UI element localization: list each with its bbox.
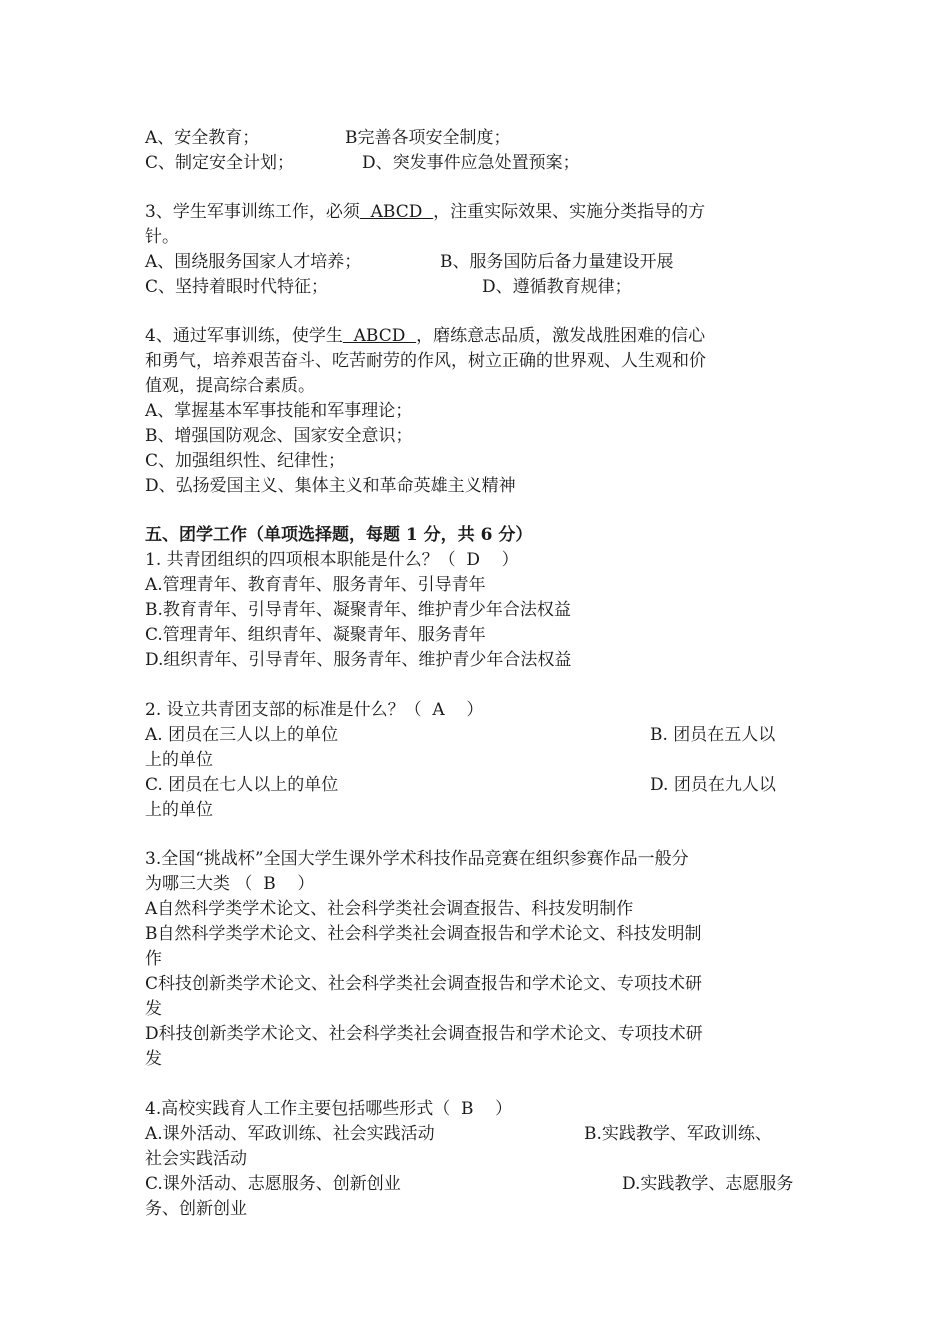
s5-question-3-option-b: B自然科学类学术论文、社会科学类社会调查报告和学术论文、科技发明制 [145,924,702,944]
s5-question-4-stem: 4.高校实践育人工作主要包括哪些形式（ B ） [145,1099,513,1119]
question-4-stem-line-2: 和勇气，培养艰苦奋斗、吃苦耐劳的作风，树立正确的世界观、人生观和价 [145,351,706,371]
s5-question-2-option-b: B. 团员在五人以 [650,725,776,745]
question-4-stem [145,324,705,348]
s5-question-1-option-d: D.组织青年、引导青年、服务青年、维护青少年合法权益 [145,650,572,670]
question-4-answer: ABCD [342,326,417,346]
s5-question-2-option-c: C. 团员在七人以上的单位 [145,775,339,795]
s5-question-2-stem: 2. 设立共青团支部的标准是什么？（ A ） [145,700,484,720]
s5-question-3-option-d: D科技创新类学术论文、社会科学类社会调查报告和学术论文、专项技术研 [145,1024,703,1044]
question-4-option-b: B、增强国防观念、国家安全意识； [145,426,413,446]
option-c-safety-plan: C、制定安全计划； [145,153,295,173]
s5-question-2-option-a: A. 团员在三人以上的单位 [145,725,339,745]
s5-question-4-option-b: B.实践教学、军政训练、 [584,1124,772,1144]
s5-question-3-option-a: A自然科学类学术论文、社会科学类社会调查报告、科技发明制作 [145,899,634,919]
section-5-heading: 五、团学工作（单项选择题，每题 1 分，共 6 分） [145,525,533,545]
question-3-option-b: B、服务国防后备力量建设开展 [440,252,674,272]
s5-question-1-option-a: A.管理青年、教育青年、服务青年、引导青年 [145,575,486,595]
question-3-stem-suffix: ，注重实际效果、实施分类指导的方 [433,202,706,222]
option-d-emergency-plan: D、突发事件应急处置预案； [362,153,580,173]
question-3-stem [145,200,705,224]
s5-question-3-option-b-continued: 作 [145,949,162,969]
option-a-safety-education: A、安全教育； [145,128,260,148]
question-3-stem-continued: 针。 [145,227,179,247]
s5-question-1-stem: 1. 共青团组织的四项根本职能是什么？（ D ） [145,550,519,570]
question-4-option-c: C、加强组织性、纪律性； [145,451,346,471]
option-b-safety-rules: B完善各项安全制度； [345,128,511,148]
s5-question-4-option-b-continued: 社会实践活动 [145,1149,247,1169]
question-4-stem-line-3: 值观，提高综合素质。 [145,376,315,396]
s5-question-4-option-c: C.课外活动、志愿服务、创新创业 [145,1174,401,1194]
question-4-option-d: D、弘扬爱国主义、集体主义和革命英雄主义精神 [145,476,516,496]
question-4-stem-suffix: ，磨练意志品质，激发战胜困难的信心 [416,326,706,346]
s5-question-3-option-c-continued: 发 [145,999,162,1019]
s5-question-2-option-b-continued: 上的单位 [145,750,213,770]
s5-question-3-stem-continued: 为哪三大类 （ B ） [145,874,315,894]
s5-question-3-option-c: C科技创新类学术论文、社会科学类社会调查报告和学术论文、专项技术研 [145,974,703,994]
question-3-option-a: A、围绕服务国家人才培养； [145,252,362,272]
s5-question-2-option-d-continued: 上的单位 [145,800,213,820]
s5-question-4-option-a: A.课外活动、军政训练、社会实践活动 [145,1124,435,1144]
question-3-stem-prefix: 3、学生军事训练工作，必须 [145,202,360,222]
s5-question-4-option-d: D.实践教学、志愿服务 [622,1174,794,1194]
s5-question-3-option-d-continued: 发 [145,1049,162,1069]
s5-question-1-option-c: C.管理青年、组织青年、凝聚青年、服务青年 [145,625,486,645]
s5-question-4-option-d-continued: 务、创新创业 [145,1199,247,1219]
question-3-option-c: C、坚持着眼时代特征； [145,277,329,297]
question-3-option-d: D、遵循教育规律； [482,277,632,297]
s5-question-3-stem: 3.全国“挑战杯”全国大学生课外学术科技作品竞赛在组织参赛作品一般分 [145,849,689,869]
s5-question-1-option-b: B.教育青年、引导青年、凝聚青年、维护青少年合法权益 [145,600,571,620]
question-3-answer: ABCD [359,202,434,222]
s5-question-2-option-d: D. 团员在九人以 [650,775,776,795]
question-4-option-a: A、掌握基本军事技能和军事理论； [145,401,413,421]
question-4-stem-prefix: 4、通过军事训练，使学生 [145,326,343,346]
